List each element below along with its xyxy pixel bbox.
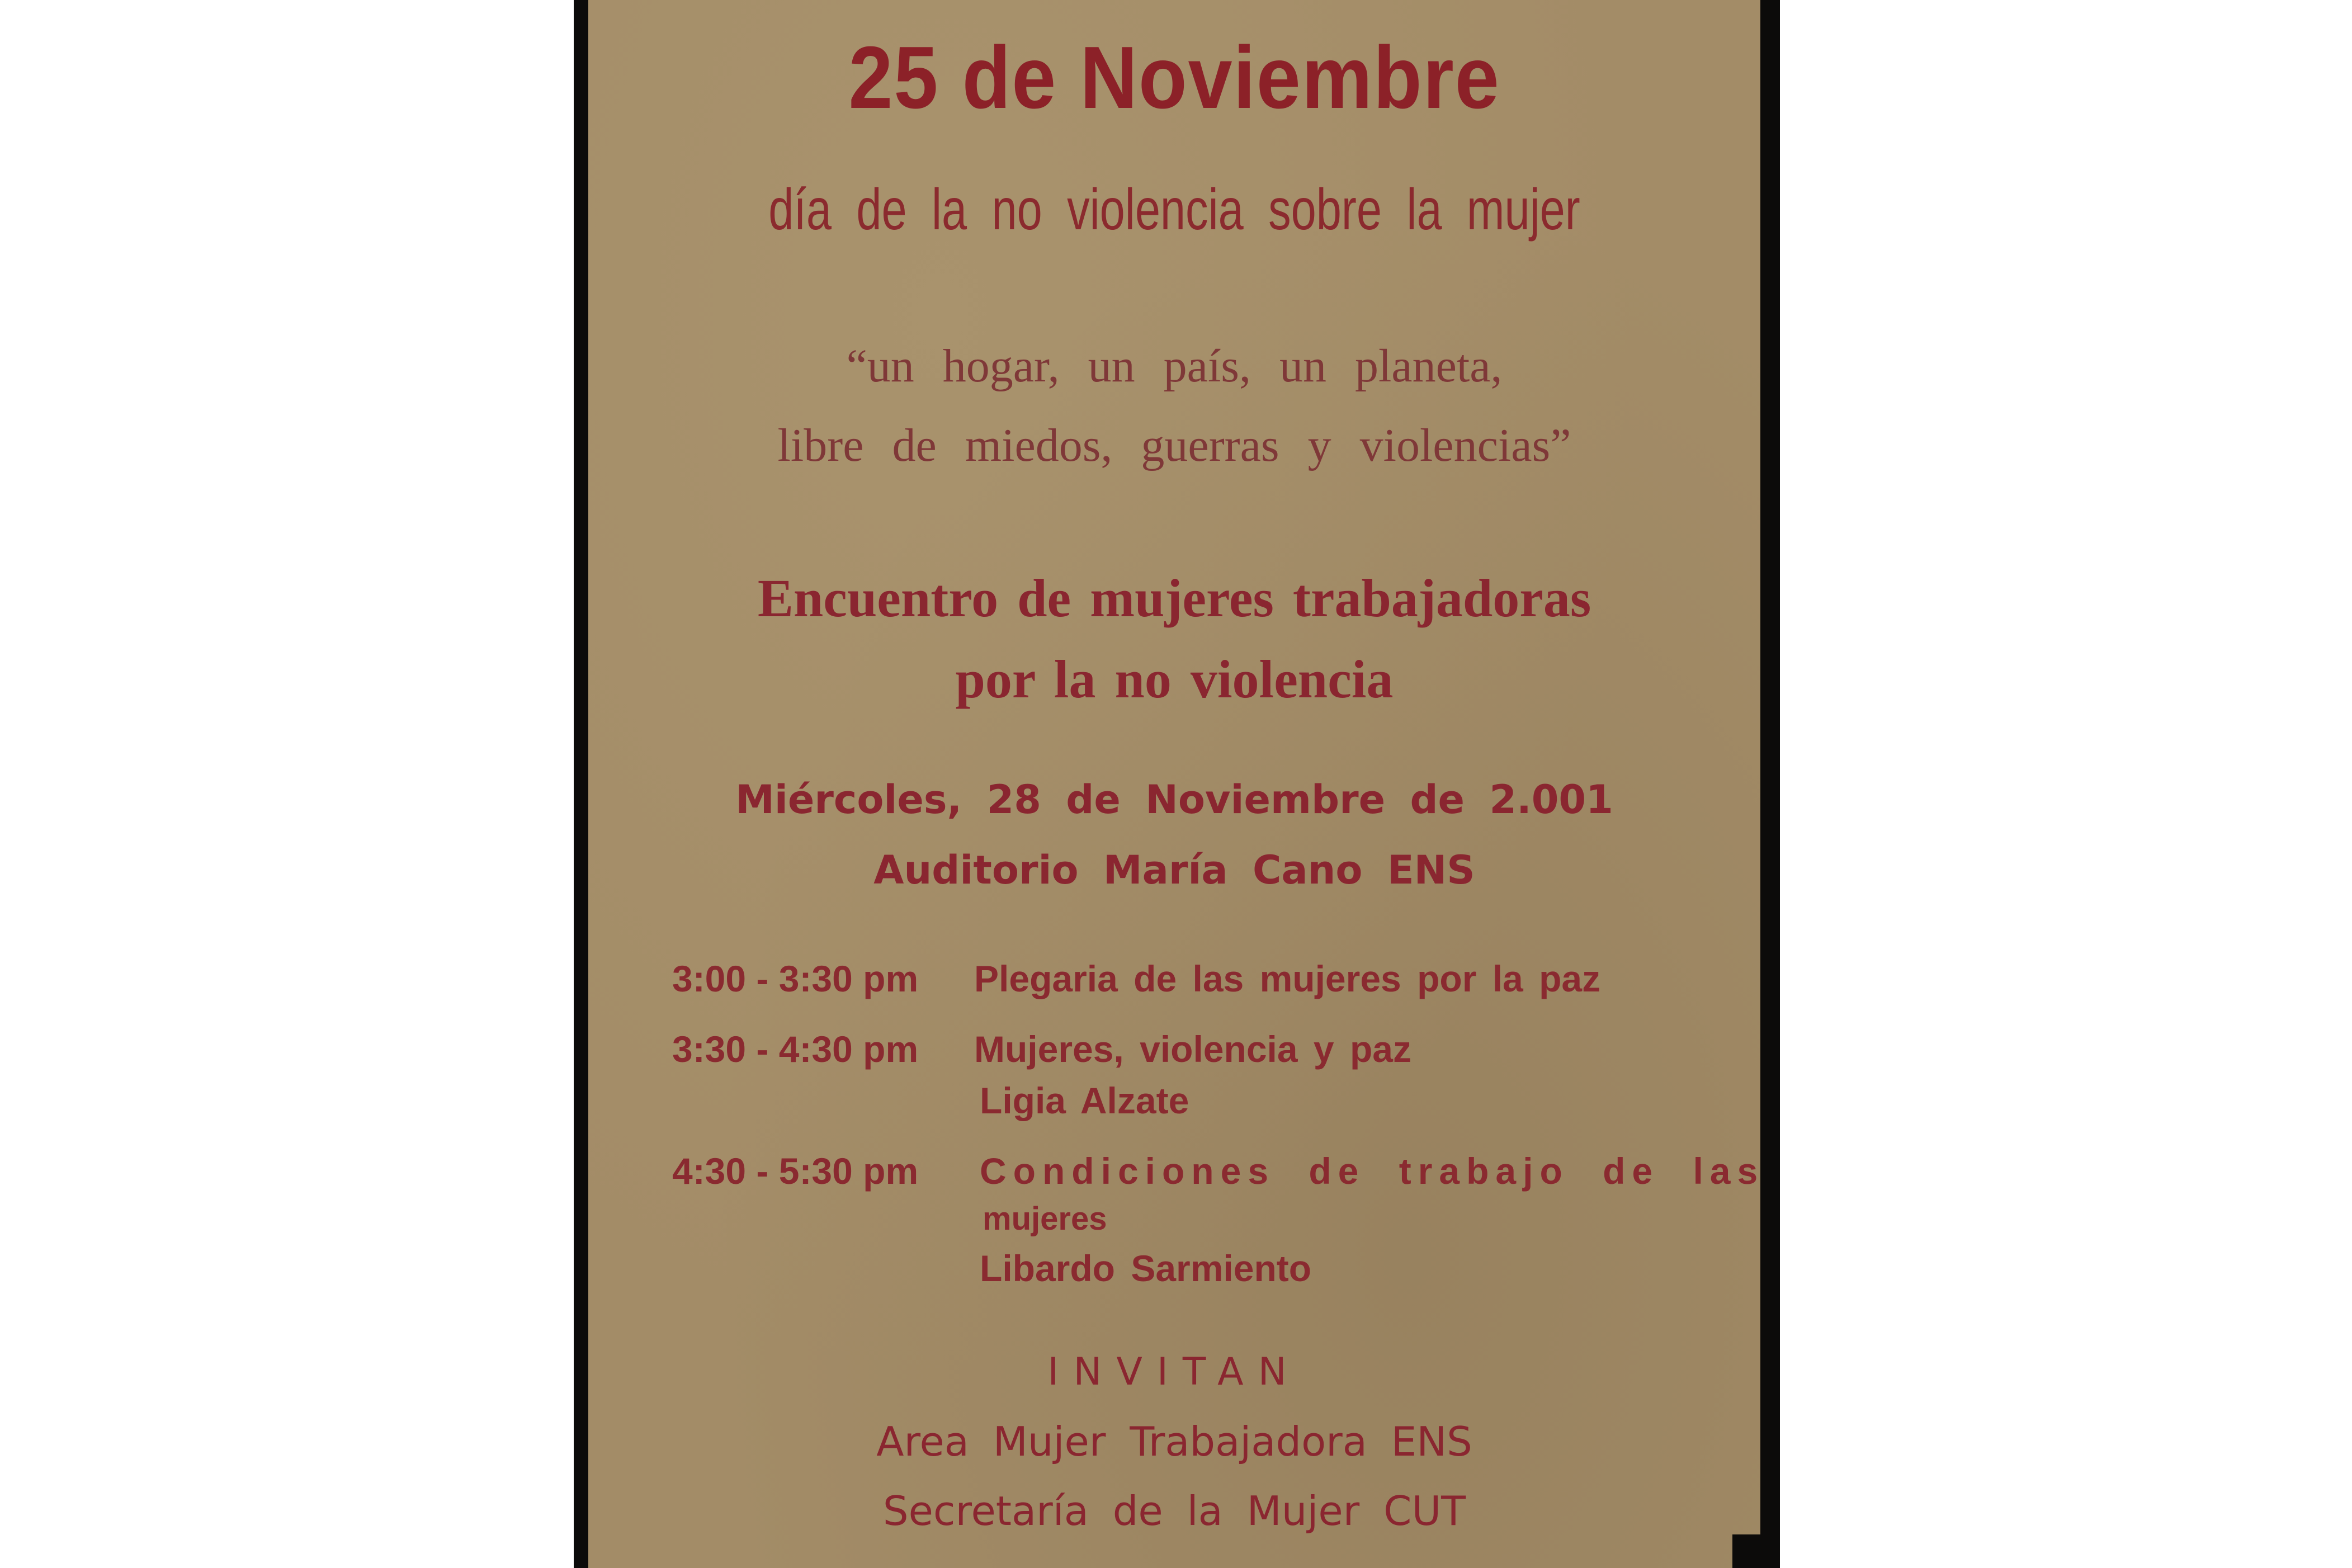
schedule-time-3: 4:30 - 5:30 pm xyxy=(672,1150,919,1192)
organizer-1: Area Mujer Trabajadora ENS xyxy=(876,1418,1472,1465)
schedule-item-3: Condiciones de trabajo de las xyxy=(980,1150,1765,1192)
event-heading-line-1: Encuentro de mujeres trabajadoras xyxy=(757,568,1591,628)
quote-line-2: libre de miedos, guerras y violencias” xyxy=(777,419,1571,471)
poster-sheet xyxy=(588,0,1765,1568)
poster-subtitle: día de la no violencia sobre la mujer xyxy=(768,177,1580,242)
organizer-2: Secretaría de la Mujer CUT xyxy=(882,1487,1466,1534)
torn-corner xyxy=(1732,1534,1760,1568)
event-heading-line-2: por la no violencia xyxy=(955,649,1394,709)
schedule-time-1: 3:00 - 3:30 pm xyxy=(672,958,919,999)
schedule-item-1: Plegaria de las mujeres por la paz xyxy=(974,958,1601,999)
schedule-item-3-cont: mujeres xyxy=(983,1201,1107,1237)
event-venue: Auditorio María Cano ENS xyxy=(873,847,1475,893)
poster-title: 25 de Noviembre xyxy=(848,29,1500,127)
schedule-speaker-3: Libardo Sarmiento xyxy=(980,1248,1312,1289)
quote-line-1: “un hogar, un país, un planeta, xyxy=(846,340,1503,392)
schedule-speaker-2: Ligia Alzate xyxy=(980,1080,1189,1121)
schedule-item-2: Mujeres, violencia y paz xyxy=(974,1028,1411,1070)
event-date: Miércoles, 28 de Noviembre de 2.001 xyxy=(735,777,1613,823)
schedule-time-2: 3:30 - 4:30 pm xyxy=(672,1028,919,1070)
invitan-label: INVITAN xyxy=(1047,1350,1301,1394)
